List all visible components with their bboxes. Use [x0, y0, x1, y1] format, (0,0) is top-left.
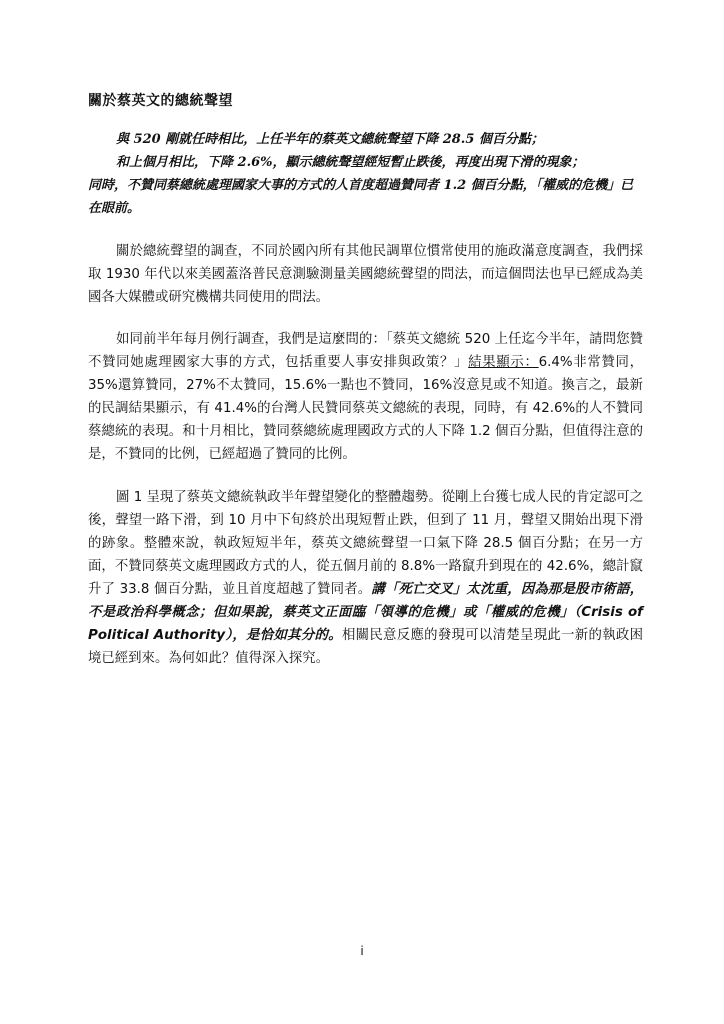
- page-number: i: [360, 944, 364, 958]
- paragraph-survey-results: [88, 328, 643, 466]
- results-label: 結果顯示：: [468, 355, 539, 370]
- paragraph-trend-analysis: [88, 486, 643, 670]
- summary-line-1: 與 520 剛就任時相比，上任半年的蔡英文總統聲望下降 28.5 個百分點；: [116, 132, 544, 147]
- results-text: 6.4%非常贊同，35%還算贊同，27%不太贊同，15.6%一點也不贊同，16%沒意見或不知道。換言之，最新的民調結果顯示，有 41.4%的台灣人民贊同蔡英文總統的表現，同時，有 42.6%的人不贊同蔡總統的表現。和十月相比，贊同蔡總統處理國政方式的人下降 1.2 個百分點，但值得注意的是，不贊同的比例，已經超過了贊同的比例。: [88, 355, 643, 462]
- trend-text: 圖 1 呈現了蔡英文總統執政半年聲望變化的整體趨勢。從剛上台獲七成人民的肯定認可之後，聲望一路下滑，到 10 月中下旬終於出現短暫止跌，但到了 11 月，聲望又開始出現下滑的跡象。整體來說，執政短短半年，蔡英文總統聲望一口氣下降 28.5 個百分點；在另一方面，不贊同蔡英文處理國政方式的人，從五個月前的 8.8%一路竄升到現在的 42.6%，總計竄升了 33.8 個百分點，並且首度超越了贊同者。: [88, 490, 643, 597]
- conclusion-text: 相關民意反應的發現可以清楚呈現此一新的執政困境已經到來。為何如此？值得深入探究。: [88, 628, 643, 666]
- survey-question-text: 如同前半年每月例行調查，我們是這麼問的：「蔡英文總統 520 上任迄今半年，請問您贊不贊同她處理國家大事的方式，包括重要人事安排與政策？」: [88, 332, 643, 370]
- document-title: 關於蔡英文的總統聲望: [88, 93, 233, 109]
- authority-crisis-emphasis: 講「死亡交叉」太沈重，因為那是股市術語，不是政治科學概念；但如果說，蔡英文正面臨「領導的危機」或「權威的危機」（Crisis of Political Authority），是恰如其分的。: [88, 582, 643, 643]
- paragraph-approval-method: 關於總統聲望的調查，不同於國內所有其他民調單位慣常使用的施政滿意度調查，我們採取 1930 年代以來美國蓋洛普民意測驗測量美國總統聲望的問法，而這個問法也早已經成為美國各大媒體或研究機構共同使用的問法。: [88, 244, 643, 305]
- summary-block: [88, 128, 643, 220]
- summary-line-3: 同時，不贊同蔡總統處理國家大事的方式的人首度超過贊同者 1.2 個百分點，「權威的危機」已在眼前。: [88, 178, 634, 216]
- summary-line-2: 和上個月相比，下降 2.6%，顯示總統聲望經短暫止跌後，再度出現下滑的現象；: [116, 155, 585, 170]
